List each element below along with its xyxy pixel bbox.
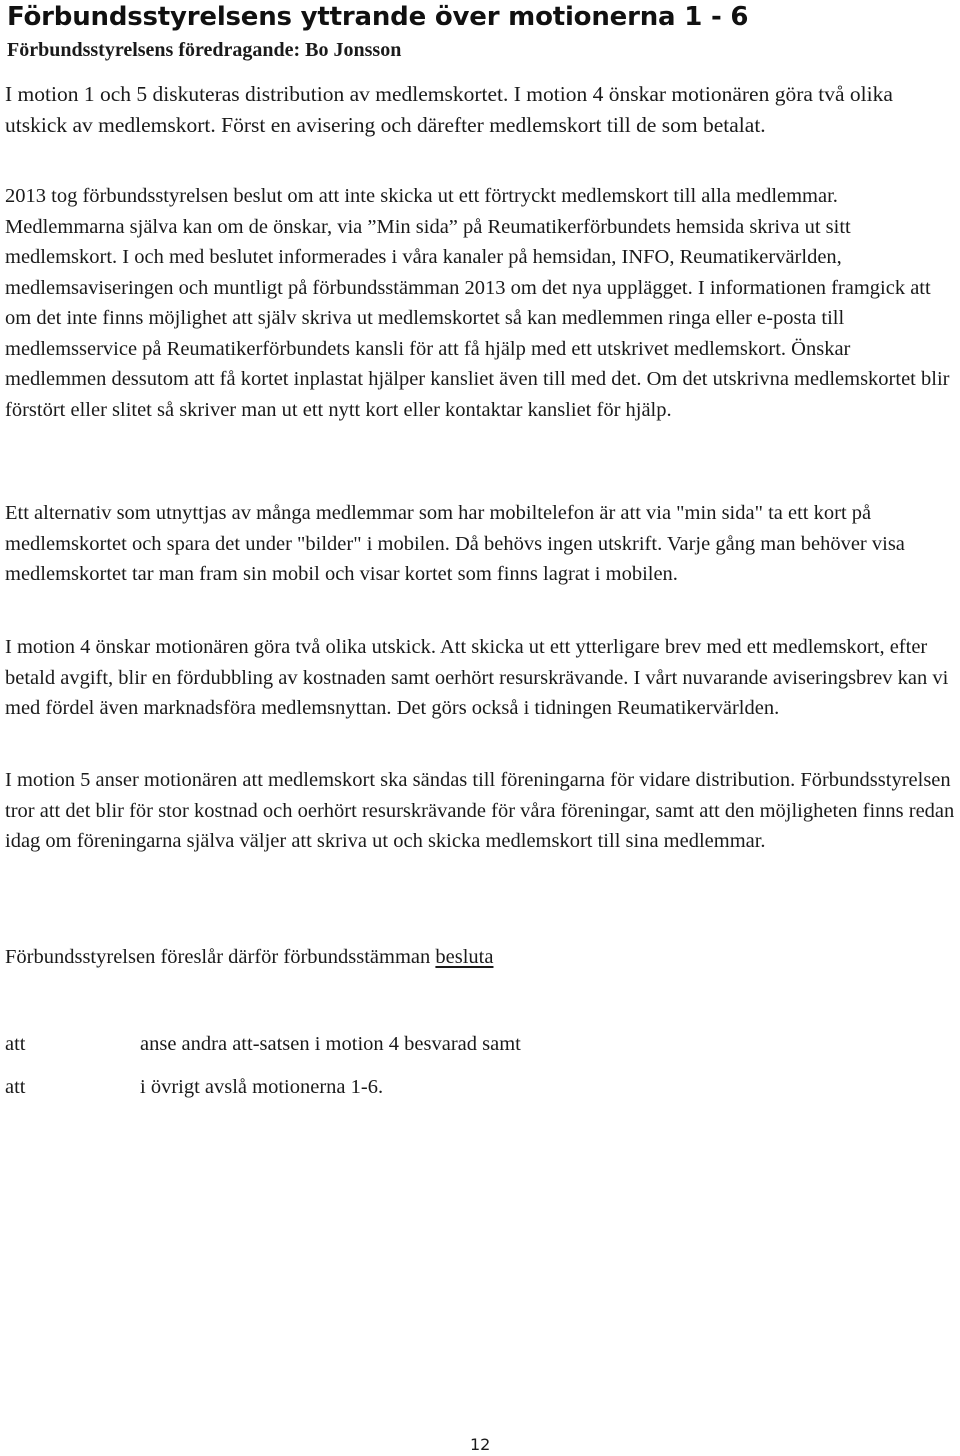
paragraph-mobile-alternative: Ett alternativ som utnyttjas av många medlemmar som har mobiltelefon är att via "min sida" ta ett kort på medlemskortet och spara det under "bilder" i mobilen. Då behövs ingen utskrift. Varje gång man behöver visa medlemskortet tar man fram sin mobil och visar kortet som finns lagrat i mobilen.: [5, 502, 905, 585]
att-label: att: [5, 1033, 26, 1055]
proposal-decision-word: besluta: [435, 946, 494, 968]
proposal-line: [5, 942, 493, 972]
document-subtitle: Förbundsstyrelsens föredragande: Bo Jonsson: [7, 39, 402, 61]
paragraph-motion-5: I motion 5 anser motionären att medlemskort ska sändas till föreningarna för vidare distribution. Förbundsstyrelsen tror att det blir för stor kostnad och oerhört resurskrävande för våra föreningar, samt att den möjligheten finns redan idag om föreningarna själva väljer att skriva ut och skicka medlemskort till sina medlemmar.: [5, 769, 955, 852]
att-text: anse andra att-satsen i motion 4 besvarad samt: [140, 1033, 521, 1055]
document-title: Förbundsstyrelsens yttrande över motionerna 1 - 6: [7, 2, 749, 32]
att-label: att: [5, 1076, 26, 1098]
proposal-intro: Förbundsstyrelsen föreslår därför förbundsstämman: [5, 946, 436, 968]
paragraph-motion-4: I motion 4 önskar motionären göra två olika utskick. Att skicka ut ett ytterligare brev med ett medlemskort, efter betald avgift, blir en fördubbling av kostnaden samt oerhört resurskrävande. I vårt nuvarande aviseringsbrev kan vi med fördel även marknadsföra medlemsnyttan. Det görs också i tidningen Reumatikervärlden.: [5, 636, 949, 719]
page-number: 12: [470, 1435, 491, 1454]
paragraph-motions-intro: I motion 1 och 5 diskuteras distribution av medlemskortet. I motion 4 önskar motionären göra två olika utskick av medlemskort. Först en avisering och därefter medlemskort till de som betalat.: [5, 82, 893, 137]
paragraph-2013-decision: 2013 tog förbundsstyrelsen beslut om att inte skicka ut ett förtryckt medlemskort till alla medlemmar. Medlemmarna själva kan om de önskar, via ”Min sida” på Reumatikerförbundets hemsida skriva ut sitt medlemskort. I och med beslutet informerades i våra kanaler på hemsidan, INFO, Reumatikervärlden, medlemsaviseringen och muntligt på förbundsstämman 2013 om det nya upplägget. I informationen framgick att om det inte finns möjlighet att själv skriva ut medlemskortet så kan medlemmen ringa eller e-posta till medlemsservice på Reumatikerförbundets kansli för att få hjälp med ett utskrivet medlemskort. Önskar medlemmen dessutom att få kortet inplastat hjälper kansliet även till med det. Om det utskrivna medlemskortet blir förstört eller slitet så skriver man ut ett nytt kort eller kontaktar kansliet för hjälp.: [5, 185, 950, 421]
att-text: i övrigt avslå motionerna 1-6.: [140, 1076, 384, 1098]
